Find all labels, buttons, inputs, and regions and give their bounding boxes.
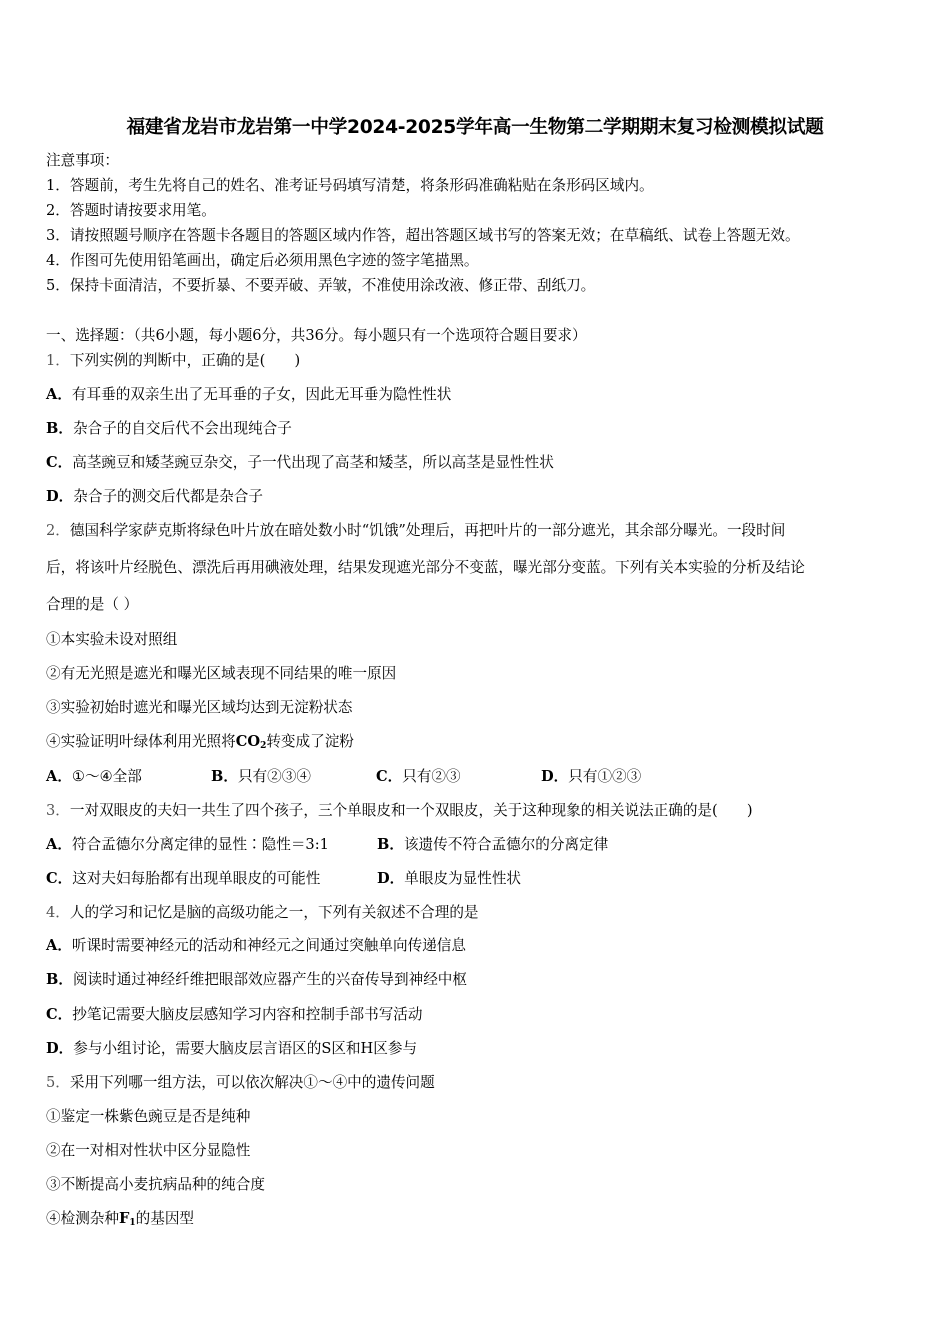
option-text: 这对夫妇每胎都有出现单眼皮的可能性 <box>72 870 321 887</box>
q5-statement-1: ①鉴定一株紫色豌豆是否是纯种 <box>46 1108 251 1125</box>
option-text: 只有②③ <box>402 768 461 785</box>
q2-option-b <box>211 767 376 787</box>
question-number: 1． <box>46 352 70 369</box>
notice-item: 3．请按照题号顺序在答题卡各题目的答题区域内作答，超出答题区域书写的答案无效；在草稿纸、试卷上答题无效。 <box>46 227 800 244</box>
question-number: 3． <box>46 802 70 819</box>
q5-statement-4 <box>46 1209 194 1233</box>
option-text: 单眼皮为显性性状 <box>404 870 522 887</box>
option-letter: C． <box>46 454 73 471</box>
q2-options-row <box>46 767 641 787</box>
q3-options-row-1 <box>46 835 608 855</box>
notice-item: 4．作图可先使用铅笔画出，确定后必须用黑色字迹的签字笔描黑。 <box>46 252 479 269</box>
q1-option-b <box>46 419 292 439</box>
option-text: 参与小组讨论，需要大脑皮层言语区的S区和H区参与 <box>73 1040 418 1057</box>
option-text: 杂合子的测交后代都是杂合子 <box>73 488 263 505</box>
statement-text: 转变成了淀粉 <box>266 733 354 750</box>
option-letter: D． <box>46 1040 74 1057</box>
statement-text: ④实验证明叶绿体利用光照将 <box>46 733 236 750</box>
q2-statement-4 <box>46 732 354 756</box>
q2-statement-3: ③实验初始时遮光和曝光区域均达到无淀粉状态 <box>46 699 353 716</box>
q4-option-d <box>46 1039 417 1059</box>
q2-statement-2: ②有无光照是遮光和曝光区域表现不同结果的唯一原因 <box>46 665 397 682</box>
q1-option-a <box>46 385 451 405</box>
option-letter: D． <box>377 870 405 887</box>
q4-option-a <box>46 936 466 956</box>
question-stem: 一对双眼皮的夫妇一共生了四个孩子，三个单眼皮和一个双眼皮，关于这种现象的相关说法正确的是( ) <box>69 802 753 819</box>
option-letter: A． <box>46 386 72 403</box>
q4-option-b <box>46 970 467 990</box>
symbol-base: F <box>118 1210 130 1227</box>
notice-heading: 注意事项： <box>46 152 119 169</box>
q1-option-d <box>46 487 263 507</box>
option-letter: A． <box>46 836 72 853</box>
section-heading: 一、选择题：（共6小题，每小题6分，共36分。每小题只有一个选项符合题目要求） <box>46 327 587 344</box>
option-text: 阅读时通过神经纤维把眼部效应器产生的兴奋传导到神经中枢 <box>72 971 467 988</box>
q3-option-c <box>46 869 377 889</box>
formula-base: CO <box>235 733 261 750</box>
page-title: 福建省龙岩市龙岩第一中学2024-2025学年高一生物第二学期期末复习检测模拟试题 <box>126 117 824 138</box>
question-number: 4． <box>46 904 70 921</box>
statement-text: 的基因型 <box>135 1210 195 1227</box>
option-text: 杂合子的自交后代不会出现纯合子 <box>72 420 292 437</box>
option-letter: B． <box>46 420 73 437</box>
option-letter: C． <box>46 870 73 887</box>
question-5 <box>46 1073 435 1093</box>
option-text: 只有①②③ <box>568 768 642 785</box>
q2-option-c <box>376 767 541 787</box>
option-letter: B． <box>46 971 73 988</box>
question-1 <box>46 351 300 371</box>
question-stem-line: 德国科学家萨克斯将绿色叶片放在暗处数小时“饥饿”处理后，再把叶片的一部分遮光，其余部分曝光。一段时间 <box>69 522 786 539</box>
option-text: 该遗传不符合孟德尔的分离定律 <box>403 836 609 853</box>
option-letter: A． <box>46 937 72 954</box>
q1-option-c <box>46 453 554 473</box>
q4-option-c <box>46 1005 422 1025</box>
option-text: 有耳垂的双亲生出了无耳垂的子女，因此无耳垂为隐性性状 <box>71 386 452 403</box>
chemical-formula <box>236 733 267 750</box>
formula-subscript: 2 <box>260 741 267 751</box>
question-stem-line: 后，将该叶片经脱色、漂洗后再用碘液处理，结果发现遮光部分不变蓝，曝光部分变蓝。下列有关本实验的分析及结论 <box>46 559 805 576</box>
option-letter: B． <box>377 836 404 853</box>
question-3 <box>46 801 753 821</box>
notice-item: 2．答题时请按要求用笔。 <box>46 202 216 219</box>
question-4 <box>46 903 479 923</box>
q2-option-a <box>46 767 211 787</box>
option-text: 只有②③④ <box>237 768 311 785</box>
notice-item: 1．答题前，考生先将自己的姓名、准考证号码填写清楚，将条形码准确粘贴在条形码区域内。 <box>46 177 654 194</box>
option-letter: D． <box>541 768 569 785</box>
q2-option-d <box>541 767 641 787</box>
question-stem: 下列实例的判断中，正确的是( ) <box>69 352 301 369</box>
option-letter: C． <box>46 1006 73 1023</box>
generation-symbol <box>119 1210 136 1227</box>
question-stem-line: 合理的是（ ） <box>46 596 139 613</box>
option-text: 符合孟德尔分离定律的显性∶隐性＝3:1 <box>71 836 329 853</box>
q5-statement-2: ②在一对相对性状中区分显隐性 <box>46 1142 251 1159</box>
question-2 <box>46 521 785 541</box>
option-letter: B． <box>211 768 238 785</box>
option-text: 抄笔记需要大脑皮层感知学习内容和控制手部书写活动 <box>72 1006 423 1023</box>
q3-option-d <box>377 869 521 889</box>
statement-text: ④检测杂种 <box>46 1210 119 1227</box>
option-text: ①～④全部 <box>71 768 142 785</box>
notice-item: 5．保持卡面清洁，不要折暴、不要弄破、弄皱，不准使用涂改液、修正带、刮纸刀。 <box>46 277 596 294</box>
q5-statement-3: ③不断提高小麦抗病品种的纯合度 <box>46 1176 265 1193</box>
q3-option-b <box>377 835 608 855</box>
q3-options-row-2 <box>46 869 521 889</box>
question-stem: 人的学习和记忆是脑的高级功能之一，下列有关叙述不合理的是 <box>69 904 479 921</box>
q2-statement-1: ①本实验未设对照组 <box>46 631 178 648</box>
option-text: 高茎豌豆和矮茎豌豆杂交，子一代出现了高茎和矮茎，所以高茎是显性性状 <box>72 454 554 471</box>
question-stem: 采用下列哪一组方法，可以依次解决①～④中的遗传问题 <box>69 1074 435 1091</box>
option-letter: C． <box>376 768 403 785</box>
question-number: 2． <box>46 522 70 539</box>
option-letter: D． <box>46 488 74 505</box>
question-number: 5． <box>46 1074 70 1091</box>
option-text: 听课时需要神经元的活动和神经元之间通过突触单向传递信息 <box>71 937 466 954</box>
symbol-subscript: 1 <box>129 1218 136 1228</box>
option-letter: A． <box>46 768 72 785</box>
q3-option-a <box>46 835 377 855</box>
